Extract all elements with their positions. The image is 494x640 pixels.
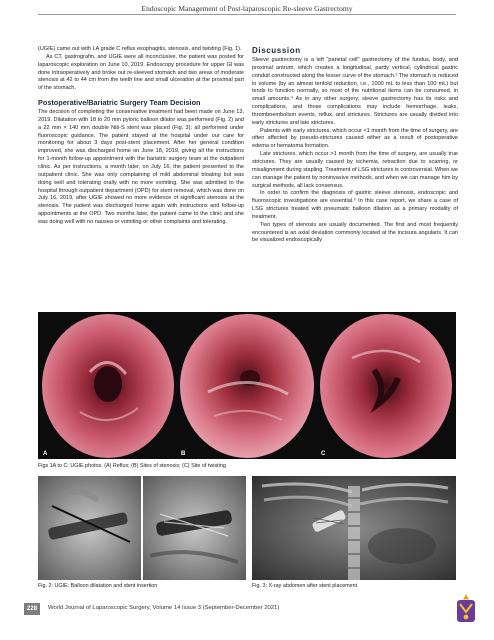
endoscopy-photo-a — [40, 312, 176, 459]
endoscopy-photo-b — [178, 312, 316, 459]
right-paragraph-3: Late strictures, which occur >1 month from the time of surgery, are usually true strictures. They are usually caused by ischemia, retraction due to scarring, or misalignment during stapling. Treatment of LSG strictures is controversial. When we can manage the patient by noninvasive methods, and when we can manage him by surgical methods, all lack consensus. — [252, 151, 458, 189]
figure-1-endoscopy-photos — [38, 312, 456, 459]
right-paragraph-2: Patients with early strictures, which occur <1 month from the time of surgery, are often affected by pseudo-strictures caused either as a result of postoperative edema or hematoma formation. — [252, 127, 458, 150]
right-paragraph-1: Sleeve gastrectomy is a left "parietal cell" gastrectomy of the fundus, body, and proximal antrum, which creates a longitudinal, partly vertical, cylindrical gastric conduit constructed along the lesser curve of the stomach.² The stomach is reduced in volume (by an almost tenfold reduction, i.e., 1000 mL to less than 100 mL) but tends to function normally, so most of the nutritional items can be consumed, in small amounts.⁴ As in any other surgery, sleeve gastrectomy has its risks and complications, and those complications may include hemorrhage, leaks, thromboembolism events, reflux, and strictures. Strictures are usually divided into early strictures and late strictures. — [252, 57, 458, 126]
right-column — [252, 57, 458, 245]
figure-3-xray-abdomen — [252, 476, 456, 580]
left-paragraph-1: (UGIE) came out with LA grade C reflux esophagitis, stenosis, and twisting (Fig. 1). — [38, 46, 242, 52]
endoscopy-photo-c — [318, 312, 454, 459]
right-paragraph-4: In order to confirm the diagnosis of gastric sleeve stenosis, endoscopic and fluoroscopic investigations are essential.⁵ In this case report, we share a case of LSG strictures treated with pneumatic balloon dilation as a primary modality of treatment. — [252, 190, 458, 220]
left-column — [38, 46, 244, 227]
figure-2-fluoroscopy-images — [38, 476, 246, 580]
publisher-logo-icon — [453, 592, 479, 624]
figure-1-label-c: C — [321, 451, 326, 457]
figure-1-caption: Figs 1A to C: UGIE photos. (A) Reflux; (B) Sites of stenosis; (C) Site of twisting — [38, 463, 226, 469]
figure-2-caption: Fig. 2: UGIE: Balloon dilatation and stent insertion — [38, 583, 158, 589]
left-paragraph-3: The decision of completing the conservative treatment had been made on June 13, 2019. Dilatation with 18 to 20 mm pyloric balloon dilator was performed (Fig. 2) and a 22 mm × 140 mm double Niti-S stent was placed (Fig. 3); all performed under fluoroscopic guidance. The patient stayed at the hospital under our care for monitoring for about 3 days post-stent placement. After her general condition improved, she was discharged home on June 18, 2019, giving all the instructions for 1-month follow-up appointment with the bariatric surgery team at the outpatient clinic. As per instructions, a month later, on July 16, the patient presented to the outpatient clinic. She was only complaining of mild abdominal bloating but was doing well and tolerating orally with no more vomiting. She was admitted to the hospital through outpatient department (OPD) for stent removal, which was done on July 16, 2019, after UGIE showed no more evidence of significant stenosis at the stenosis. The patient was discharged home again with instructions and follow-up appointments at the OPD. Two months later, the patient came to the clinic and she was doing well with no nausea or vomiting or other complaints and tolerating. — [38, 109, 244, 225]
running-header: Endoscopic Management of Post-laparoscopic Re-sleeve Gastrectomy — [141, 4, 353, 13]
right-paragraph-5: Two types of stenosis are usually documented. The first and most frequently encountered is an axial deviation commonly located at the incisura angularis. It can be visualized endoscopically — [252, 221, 458, 244]
page-number: 228 — [24, 603, 40, 615]
figure-1-label-a: A — [43, 451, 48, 457]
header-rule — [38, 14, 456, 15]
left-paragraph-2: As CT, gastrografin, and UGIE were all inconclusive, the patient was posted for laparoscopic exploration on June 10, 2019. Endoscopy procedure for upper GI was done intraoperatively and broke out re-sleeved stomach and two areas of moderate stenosis at 42 to 44 cm from the teeth line and small ulceration at the proximal part of the stomach. — [38, 53, 244, 92]
journal-citation: World Journal of Laparoscopic Surgery, Volume 14 Issue 3 (September-December 2021) — [48, 605, 280, 611]
section-heading-postoperative: Postoperative/Bariatric Surgery Team Decision — [38, 98, 201, 108]
figure-1-label-b: B — [181, 451, 186, 457]
figure-3-caption: Fig. 3: X-ray abdomen after stent placement — [252, 583, 358, 589]
section-heading-discussion: Discussion — [252, 46, 301, 55]
